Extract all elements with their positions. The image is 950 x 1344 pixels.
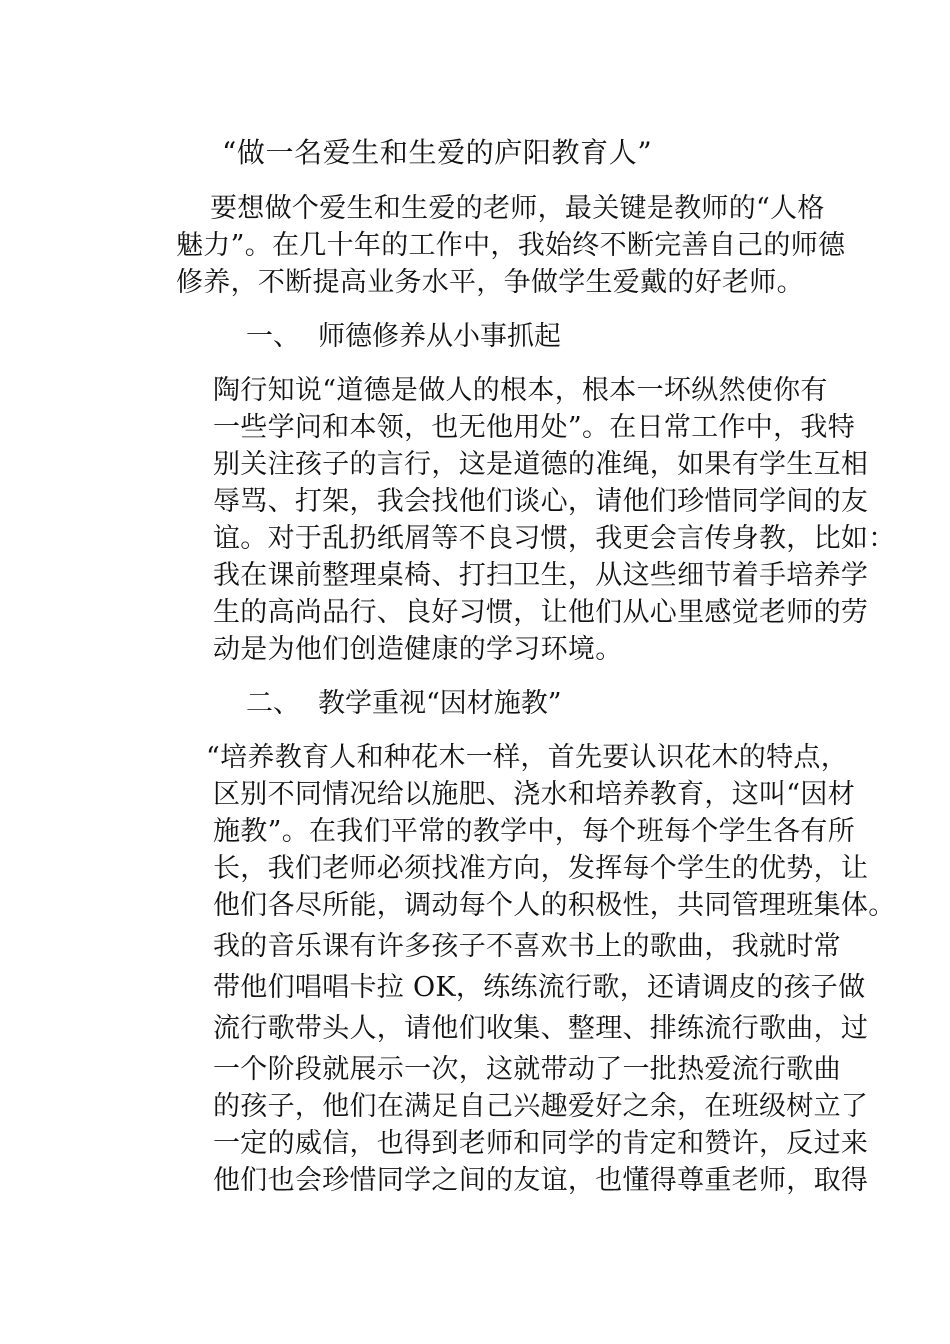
paragraph-line: 的孩子，他们在满足自己兴趣爱好之余，在班级树立了 — [213, 1091, 869, 1122]
paragraph-line: 他们各尽所能，调动每个人的积极性，共同管理班集体。 — [213, 890, 896, 921]
document-title: “做一名爱生和生爱的庐阳教育人” — [222, 136, 653, 169]
paragraph-line: 陶行知说“道德是做人的根本，根本一坏纵然使你有 — [213, 375, 828, 406]
section-number: 一、 — [246, 321, 300, 352]
paragraph-line: 我的音乐课有许多孩子不喜欢书上的歌曲，我就时常 — [213, 931, 841, 962]
section-title: 师德修养从小事抓起 — [318, 321, 561, 352]
paragraph-line: 长，我们老师必须找准方向，发挥每个学生的优势，让 — [213, 853, 869, 884]
paragraph-line: 带他们唱唱卡拉 OK，练练流行歌，还请调皮的孩子做 — [213, 972, 866, 1003]
paragraph-line: “培养教育人和种花木一样，首先要认识花木的特点， — [206, 742, 849, 773]
section-heading-2 — [246, 685, 562, 723]
paragraph-line: 辱骂、打架，我会找他们谈心，请他们珍惜同学间的友 — [213, 486, 869, 517]
paragraph-line: 流行歌带头人，请他们收集、整理、排练流行歌曲，过 — [213, 1013, 869, 1044]
paragraph-line: 我在课前整理桌椅、打扫卫生，从这些细节着手培养学 — [213, 560, 869, 591]
paragraph-line: 一定的威信，也得到老师和同学的肯定和赞许，反过来 — [213, 1128, 869, 1159]
intro-line: 要想做个爱生和生爱的老师，最关键是教师的“人格 — [210, 193, 825, 224]
paragraph-line: 谊。对于乱扔纸屑等不良习惯，我更会言传身教，比如： — [213, 523, 896, 554]
paragraph-line: 别关注孩子的言行，这是道德的准绳，如果有学生互相 — [213, 449, 869, 480]
intro-line: 修养，不断提高业务水平，争做学生爱戴的好老师。 — [176, 267, 804, 298]
intro-line: 魅力”。在几十年的工作中，我始终不断完善自己的师德 — [176, 230, 846, 261]
paragraph-line: 区别不同情况给以施肥、浇水和培养教育，这叫“因材 — [213, 779, 856, 810]
paragraph-line: 一个阶段就展示一次，这就带动了一批热爱流行歌曲 — [213, 1054, 841, 1085]
paragraph-line: 他们也会珍惜同学之间的友谊，也懂得尊重老师，取得 — [213, 1165, 869, 1196]
paragraph-line: 动是为他们创造健康的学习环境。 — [213, 634, 623, 665]
section-title: 教学重视“因材施教” — [318, 688, 562, 719]
section-number: 二、 — [246, 688, 300, 719]
section-heading-1 — [246, 318, 561, 356]
paragraph-line: 生的高尚品行、良好习惯，让他们从心里感觉老师的劳 — [213, 597, 869, 628]
paragraph-line: 施教”。在我们平常的教学中，每个班每个学生各有所 — [213, 816, 856, 847]
paragraph-line: 一些学问和本领，也无他用处”。在日常工作中，我特 — [213, 412, 856, 443]
